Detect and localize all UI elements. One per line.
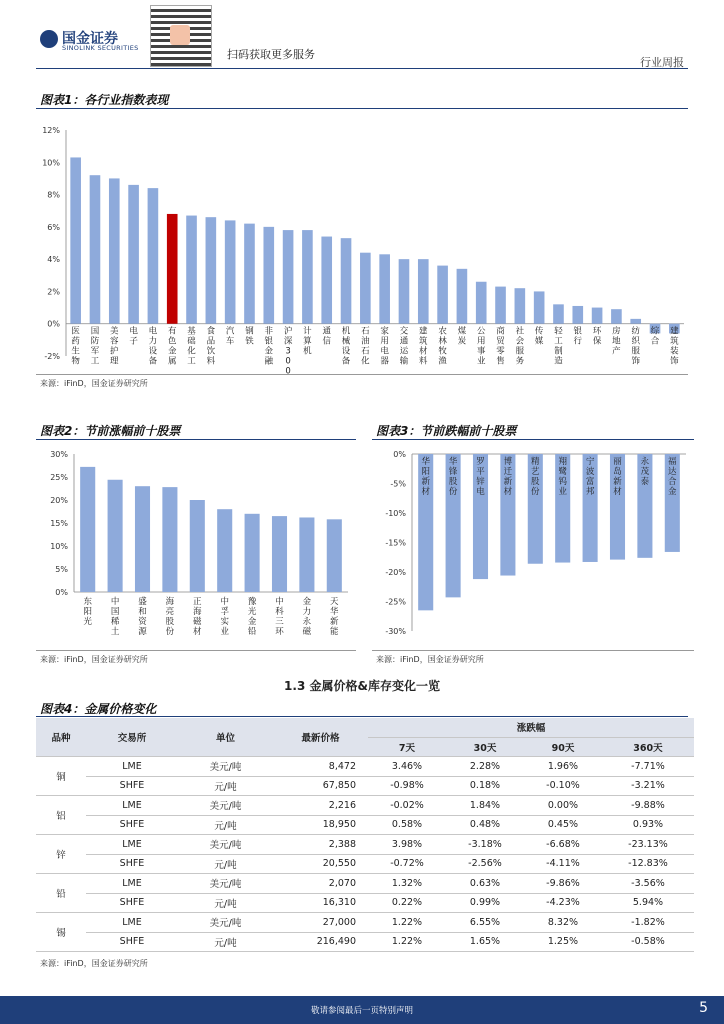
bar — [272, 516, 287, 592]
unit-cell: 美元/吨 — [178, 835, 273, 855]
change-30d-cell: 0.18% — [446, 776, 524, 796]
bar — [283, 230, 294, 324]
table-row — [36, 815, 694, 835]
change-360d-cell: -9.88% — [602, 796, 694, 816]
table-row — [36, 913, 694, 933]
change-90d-cell: -6.68% — [524, 835, 602, 855]
change-90d-cell: -0.10% — [524, 776, 602, 796]
bar — [80, 467, 95, 592]
category-label: 轻工制造 — [554, 326, 563, 367]
change-360d-cell: -3.56% — [602, 874, 694, 894]
category-label: 房地产 — [612, 326, 621, 357]
figure2-source: 来源：iFinD，国金证券研究所 — [40, 655, 148, 664]
price-cell: 16,310 — [273, 893, 368, 913]
header-variety: 品种 — [36, 718, 86, 757]
metal-name: 铝 — [36, 796, 86, 835]
bar — [534, 291, 545, 323]
change-90d-cell: 0.45% — [524, 815, 602, 835]
change-90d-cell: -9.86% — [524, 874, 602, 894]
figure2-title: 图表2：节前涨幅前十股票 — [40, 424, 181, 438]
change-90d-cell: -4.11% — [524, 854, 602, 874]
category-label: 石油石化 — [361, 326, 370, 367]
bar — [190, 500, 205, 592]
category-label: 非银金融 — [264, 326, 274, 367]
category-label: 东阳光 — [83, 597, 92, 627]
figure1-source-divider — [36, 374, 688, 375]
change-360d-cell: -7.71% — [602, 757, 694, 777]
change-30d-cell: 1.65% — [446, 932, 524, 952]
category-label: 宁波富邦 — [585, 457, 595, 497]
unit-cell: 美元/吨 — [178, 874, 273, 894]
category-label: 豫光金铅 — [247, 597, 257, 637]
category-label: 丽岛新材 — [613, 457, 622, 497]
category-label: 家用电器 — [380, 326, 389, 367]
change-360d-cell: -0.58% — [602, 932, 694, 952]
bar — [360, 253, 371, 324]
category-label: 食品饮料 — [206, 326, 216, 367]
category-label: 沪深 3 0 0 — [283, 326, 293, 376]
bar — [225, 220, 236, 323]
bar — [90, 175, 101, 324]
bar — [630, 319, 641, 324]
bar — [135, 486, 150, 592]
category-label: 正海磁材 — [193, 597, 202, 637]
category-label: 罗平锌电 — [476, 457, 485, 497]
y-tick-label: 0% — [47, 319, 60, 329]
category-label: 机械设备 — [341, 326, 351, 367]
bar — [245, 514, 260, 592]
category-label: 精艺股份 — [531, 457, 540, 497]
change-360d-cell: -12.83% — [602, 854, 694, 874]
bar — [321, 237, 332, 324]
change-7d-cell: 3.46% — [368, 757, 446, 777]
bar — [437, 266, 448, 324]
y-tick-label: -30% — [385, 627, 406, 636]
qr-caption: 扫码获取更多服务 — [227, 48, 315, 61]
category-label: 传媒 — [534, 326, 544, 347]
bar — [495, 287, 506, 324]
y-tick-label: 15% — [50, 519, 68, 528]
category-label: 建筑装饰 — [670, 326, 679, 367]
bar — [341, 238, 352, 324]
metal-name: 锡 — [36, 913, 86, 952]
change-360d-cell: -3.21% — [602, 776, 694, 796]
change-360d-cell: 5.94% — [602, 893, 694, 913]
y-tick-label: -10% — [385, 509, 406, 518]
y-tick-label: 4% — [47, 255, 60, 265]
category-label: 钢铁 — [245, 326, 254, 347]
brand-logo-icon — [40, 30, 58, 48]
change-90d-cell: 0.00% — [524, 796, 602, 816]
table-row — [36, 874, 694, 894]
price-cell: 8,472 — [273, 757, 368, 777]
header-exchange: 交易所 — [86, 718, 178, 757]
y-tick-label: 0% — [55, 588, 68, 597]
figure1-divider — [36, 108, 688, 109]
bar — [108, 480, 123, 592]
figure3-source-divider — [372, 650, 694, 651]
change-90d-cell: 1.25% — [524, 932, 602, 952]
metal-price-table — [36, 718, 694, 952]
header-90d: 90天 — [524, 737, 602, 757]
header-change: 涨跌幅 — [368, 718, 694, 737]
price-cell: 2,216 — [273, 796, 368, 816]
bar — [515, 288, 526, 324]
y-tick-label: 25% — [50, 473, 68, 482]
change-7d-cell: -0.72% — [368, 854, 446, 874]
bar — [186, 216, 197, 324]
section-title: 1.3 金属价格&库存变化一览 — [284, 679, 440, 693]
y-tick-label: -20% — [385, 568, 406, 577]
metal-name: 铜 — [36, 757, 86, 796]
category-label: 建筑材料 — [419, 326, 428, 367]
change-7d-cell: -0.98% — [368, 776, 446, 796]
exchange-cell: SHFE — [86, 932, 178, 952]
unit-cell: 美元/吨 — [178, 913, 273, 933]
bar — [299, 517, 314, 592]
header-360d: 360天 — [602, 737, 694, 757]
change-360d-cell: -1.82% — [602, 913, 694, 933]
figure3-title: 图表3：节前跌幅前十股票 — [376, 424, 517, 438]
bar — [476, 282, 487, 324]
exchange-cell: LME — [86, 874, 178, 894]
figure4-source: 来源：iFinD，国金证券研究所 — [40, 959, 148, 968]
change-30d-cell: 0.99% — [446, 893, 524, 913]
figure1-title: 图表1：各行业指数表现 — [40, 93, 169, 107]
y-tick-label: 2% — [47, 287, 60, 297]
bar — [167, 214, 178, 324]
y-tick-label: 10% — [42, 158, 60, 168]
metal-name: 锌 — [36, 835, 86, 874]
bar — [70, 157, 81, 323]
bar — [162, 487, 177, 592]
header-latest-price: 最新价格 — [273, 718, 368, 757]
bar — [263, 227, 274, 324]
price-cell: 2,388 — [273, 835, 368, 855]
change-90d-cell: -4.23% — [524, 893, 602, 913]
change-7d-cell: 0.58% — [368, 815, 446, 835]
bar — [418, 259, 429, 324]
category-label: 华阳新材 — [421, 457, 430, 497]
y-tick-label: 12% — [42, 126, 60, 135]
price-cell: 27,000 — [273, 913, 368, 933]
brand-name: 国金证券 — [62, 31, 118, 47]
category-label: 天华新能 — [330, 597, 339, 637]
bar — [399, 259, 410, 324]
bar — [379, 254, 390, 323]
category-label: 银行 — [573, 326, 583, 347]
bar — [206, 217, 217, 324]
y-tick-label: 10% — [50, 542, 68, 551]
price-cell: 20,550 — [273, 854, 368, 874]
change-7d-cell: 0.22% — [368, 893, 446, 913]
bar — [592, 308, 603, 324]
change-30d-cell: -2.56% — [446, 854, 524, 874]
category-label: 中孚实业 — [220, 597, 229, 637]
category-label: 国防军工 — [90, 326, 100, 367]
qr-avatar-icon — [170, 25, 190, 45]
unit-cell: 元/吨 — [178, 815, 273, 835]
unit-cell: 元/吨 — [178, 854, 273, 874]
category-label: 中科三环 — [275, 597, 284, 637]
unit-cell: 元/吨 — [178, 932, 273, 952]
y-tick-label: 20% — [50, 496, 68, 505]
y-tick-label: 8% — [47, 190, 60, 200]
figure2-source-divider — [36, 650, 356, 651]
category-label: 计算机 — [303, 326, 312, 357]
bar — [302, 230, 313, 324]
category-label: 通信 — [322, 326, 331, 347]
header-unit: 单位 — [178, 718, 273, 757]
exchange-cell: LME — [86, 913, 178, 933]
category-label: 医药生物 — [71, 326, 80, 367]
bar — [611, 309, 622, 324]
category-label: 交通运输 — [399, 326, 409, 367]
change-30d-cell: -3.18% — [446, 835, 524, 855]
header-divider — [36, 68, 688, 69]
change-7d-cell: 1.32% — [368, 874, 446, 894]
y-tick-label: 6% — [47, 222, 60, 232]
change-360d-cell: -23.13% — [602, 835, 694, 855]
figure3-chart — [372, 446, 694, 646]
bar — [148, 188, 159, 324]
figure1-chart — [36, 118, 696, 376]
price-cell: 2,070 — [273, 874, 368, 894]
bar — [244, 224, 255, 324]
table-row — [36, 835, 694, 855]
page-number: 5 — [699, 1000, 708, 1016]
metal-name: 铅 — [36, 874, 86, 913]
category-label: 翔鹭钨业 — [558, 457, 567, 497]
bar — [553, 304, 564, 323]
category-label: 商贸零售 — [496, 326, 505, 367]
category-label: 公用事业 — [476, 326, 486, 367]
figure1-source: 来源：iFinD，国金证券研究所 — [40, 379, 148, 388]
bar — [327, 519, 342, 592]
figure4-divider — [36, 716, 688, 717]
table-row — [36, 893, 694, 913]
category-label: 纺织服饰 — [631, 326, 640, 367]
change-30d-cell: 6.55% — [446, 913, 524, 933]
change-90d-cell: 8.32% — [524, 913, 602, 933]
category-label: 华锋股份 — [448, 457, 458, 497]
bar — [217, 509, 232, 592]
unit-cell: 美元/吨 — [178, 757, 273, 777]
figure3-source: 来源：iFinD，国金证券研究所 — [376, 655, 484, 664]
change-30d-cell: 2.28% — [446, 757, 524, 777]
y-tick-label: 0% — [393, 450, 406, 459]
table-row — [36, 796, 694, 816]
price-cell: 18,950 — [273, 815, 368, 835]
table-row — [36, 776, 694, 796]
change-7d-cell: 1.22% — [368, 932, 446, 952]
unit-cell: 元/吨 — [178, 893, 273, 913]
y-tick-label: -5% — [390, 479, 406, 489]
category-label: 汽车 — [225, 326, 235, 347]
y-tick-label: -25% — [385, 597, 406, 607]
category-label: 社会服务 — [515, 326, 525, 367]
change-7d-cell: -0.02% — [368, 796, 446, 816]
category-label: 美容护理 — [110, 326, 119, 367]
change-7d-cell: 1.22% — [368, 913, 446, 933]
table-row — [36, 932, 694, 952]
table-row — [36, 757, 694, 777]
figure4-title: 图表4：金属价格变化 — [40, 702, 157, 716]
exchange-cell: SHFE — [86, 815, 178, 835]
brand-name-en: SINOLINK SECURITIES — [62, 44, 139, 52]
exchange-cell: LME — [86, 796, 178, 816]
category-label: 电子 — [129, 326, 138, 347]
y-tick-label: 30% — [50, 450, 68, 459]
bar — [128, 185, 139, 324]
footer-disclaimer: 敬请参阅最后一页特别声明 — [310, 1006, 413, 1016]
bar — [109, 178, 120, 323]
category-label: 有色金属 — [167, 326, 177, 367]
y-tick-label: -15% — [385, 538, 406, 548]
price-cell: 67,850 — [273, 776, 368, 796]
category-label: 基础化工 — [187, 326, 196, 367]
category-label: 环保 — [592, 326, 602, 347]
exchange-cell: SHFE — [86, 854, 178, 874]
header-30d: 30天 — [446, 737, 524, 757]
exchange-cell: SHFE — [86, 893, 178, 913]
change-30d-cell: 0.63% — [446, 874, 524, 894]
y-tick-label: -2% — [44, 352, 60, 361]
category-label: 综合 — [650, 326, 660, 347]
unit-cell: 美元/吨 — [178, 796, 273, 816]
header-7d: 7天 — [368, 737, 446, 757]
bar — [457, 269, 468, 324]
category-label: 福达合金 — [668, 457, 677, 497]
change-90d-cell: 1.96% — [524, 757, 602, 777]
exchange-cell: SHFE — [86, 776, 178, 796]
figure3-divider — [372, 439, 694, 440]
table-row — [36, 854, 694, 874]
category-label: 中国稀土 — [110, 597, 120, 637]
bar — [572, 306, 583, 324]
category-label: 海亮股份 — [165, 597, 175, 637]
category-label: 电力设备 — [148, 326, 158, 367]
change-30d-cell: 1.84% — [446, 796, 524, 816]
change-30d-cell: 0.48% — [446, 815, 524, 835]
exchange-cell: LME — [86, 757, 178, 777]
category-label: 盛和资源 — [138, 597, 147, 637]
category-label: 农林牧渔 — [438, 326, 447, 367]
price-cell: 216,490 — [273, 932, 368, 952]
y-tick-label: 5% — [55, 565, 68, 574]
category-label: 金力永磁 — [302, 597, 312, 637]
unit-cell: 元/吨 — [178, 776, 273, 796]
change-360d-cell: 0.93% — [602, 815, 694, 835]
category-label: 煤炭 — [457, 326, 467, 347]
category-label: 博迁新材 — [503, 457, 513, 497]
category-label: 永茂泰 — [640, 457, 650, 487]
report-type: 行业周报 — [640, 56, 684, 69]
change-7d-cell: 3.98% — [368, 835, 446, 855]
figure2-divider — [36, 439, 356, 440]
figure2-chart — [36, 446, 356, 646]
exchange-cell: LME — [86, 835, 178, 855]
